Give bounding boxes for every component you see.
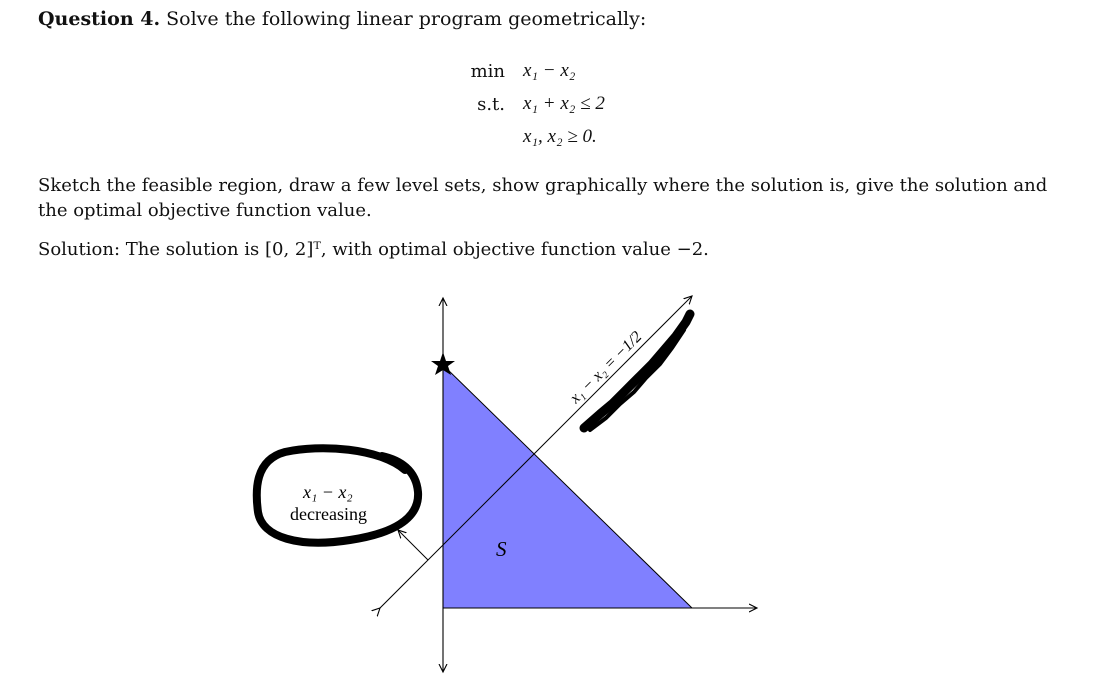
lp-constraint-sum: x₁ + x₂ ≤ 2 <box>523 93 605 114</box>
lp-min-keyword: min <box>470 61 505 82</box>
task-description: Sketch the feasible region, draw a few level sets, show graphically where the solution is, give the solution and the optimal objective function value. <box>38 175 1048 221</box>
lp-objective: x₁ − x₂ <box>523 60 576 81</box>
question-prompt: Solve the following linear program geometrically: <box>166 8 647 30</box>
direction-label-expr: x₁ − x₂ <box>303 482 353 502</box>
question-number: Question 4. <box>38 8 161 30</box>
direction-arrow <box>398 530 428 560</box>
region-label: S <box>496 537 507 561</box>
solution-statement: Solution: The solution is [0, 2]ᵀ, with optimal objective function value −2. <box>38 239 709 260</box>
lp-st-keyword: s.t. <box>477 94 505 115</box>
level-set-label: x₁ − x₂ = −1/2 <box>566 328 646 407</box>
direction-label-word: decreasing <box>290 504 367 524</box>
feasible-region <box>443 365 692 608</box>
lp-constraint-nonneg: x₁, x₂ ≥ 0. <box>523 126 597 147</box>
